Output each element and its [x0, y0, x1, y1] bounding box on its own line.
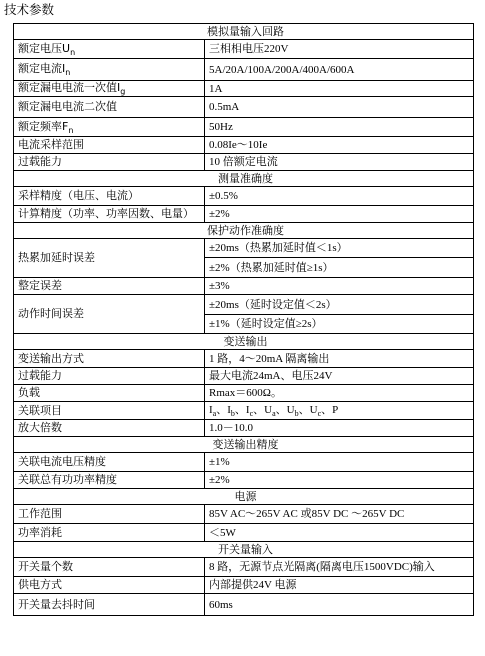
table-row [14, 295, 474, 315]
param-label: 热累加延时误差 [14, 239, 205, 278]
param-label: 负载 [14, 385, 205, 402]
section-header-row [14, 437, 474, 453]
table-row [14, 59, 474, 81]
param-value: ±2% [205, 472, 474, 489]
table-row [14, 594, 474, 616]
param-label: 功率消耗 [14, 524, 205, 542]
table-row [14, 558, 474, 577]
table-row [14, 40, 474, 59]
section-header-row [14, 171, 474, 187]
param-value: ±2%（热累加延时值≥1s） [205, 258, 474, 278]
param-value: 50Hz [205, 118, 474, 137]
param-value: ±3% [205, 278, 474, 295]
param-label: 开关量去抖时间 [14, 594, 205, 616]
param-label: 变送输出方式 [14, 350, 205, 368]
table-row [14, 278, 474, 295]
param-value: 1 路，4～20mA 隔离输出 [205, 350, 474, 368]
param-value: ±2% [205, 206, 474, 223]
param-label: 动作时间误差 [14, 295, 205, 334]
param-value: 三相相电压220V [205, 40, 474, 59]
section-title: 电源 [14, 489, 474, 505]
table-row [14, 81, 474, 97]
table-row [14, 206, 474, 223]
table-row [14, 505, 474, 524]
param-label: 开关量个数 [14, 558, 205, 577]
table-row [14, 524, 474, 542]
table-row [14, 420, 474, 437]
param-value: ＜5W [205, 524, 474, 542]
table-row [14, 118, 474, 137]
param-value: 0.5mA [205, 97, 474, 118]
param-value: ±0.5% [205, 187, 474, 206]
page-title: 技术参数 [4, 2, 55, 17]
param-label: 额定频率$F_n$ [14, 118, 205, 137]
param-value: ±20ms（热累加延时值＜1s） [205, 239, 474, 258]
param-value: 最大电流24mA、电压24V [205, 368, 474, 385]
param-label: 采样精度（电压、电流） [14, 187, 205, 206]
param-label: 电流采样范围 [14, 137, 205, 154]
section-title: 变送输出精度 [14, 437, 474, 453]
table-row [14, 402, 474, 420]
section-title: 开关量输入 [14, 542, 474, 558]
section-header-row [14, 24, 474, 40]
section-header-row [14, 542, 474, 558]
param-value: 5A/20A/100A/200A/400A/600A [205, 59, 474, 81]
table-row [14, 385, 474, 402]
spec-table [13, 23, 474, 616]
table-row [14, 472, 474, 489]
section-header-row [14, 334, 474, 350]
table-row [14, 187, 474, 206]
section-header-row [14, 489, 474, 505]
param-value: ±1%（延时设定值≥2s） [205, 315, 474, 334]
param-label: 额定漏电电流二次值 [14, 97, 205, 118]
table-row [14, 453, 474, 472]
param-value: ±20ms（延时设定值＜2s） [205, 295, 474, 315]
table-row [14, 350, 474, 368]
param-value: 8 路，无源节点光隔离(隔离电压1500VDC)输入 [205, 558, 474, 577]
section-header-row [14, 223, 474, 239]
param-label: 过载能力 [14, 154, 205, 171]
param-label: 关联电流电压精度 [14, 453, 205, 472]
section-title: 模拟量输入回路 [14, 24, 474, 40]
param-value: ±1% [205, 453, 474, 472]
param-value: 内部提供24V 电源 [205, 577, 474, 594]
section-title: 保护动作准确度 [14, 223, 474, 239]
param-value: Rmax＝600Ω。 [205, 385, 474, 402]
table-row [14, 577, 474, 594]
param-label: 计算精度（功率、功率因数、电量） [14, 206, 205, 223]
param-value: $I_a$、$I_b$、$I_c$、$U_a$、$U_b$、$U_c$、P [205, 402, 474, 420]
param-label: 关联总有功功率精度 [14, 472, 205, 489]
table-row [14, 97, 474, 118]
param-label: 过载能力 [14, 368, 205, 385]
table-row [14, 368, 474, 385]
param-label: 整定误差 [14, 278, 205, 295]
param-label: 关联项目 [14, 402, 205, 420]
param-value: 10 倍额定电流 [205, 154, 474, 171]
param-label: 额定电压$U_n$ [14, 40, 205, 59]
param-value: 0.08Ie～10Ie [205, 137, 474, 154]
param-label: 工作范围 [14, 505, 205, 524]
param-value: 60ms [205, 594, 474, 616]
table-row [14, 137, 474, 154]
param-value: 85V AC～265V AC 或85V DC ～265V DC [205, 505, 474, 524]
table-row [14, 239, 474, 258]
section-title: 变送输出 [14, 334, 474, 350]
param-label: 放大倍数 [14, 420, 205, 437]
param-label: 额定电流$I_n$ [14, 59, 205, 81]
spec-table-body [14, 24, 474, 616]
param-value: 1.0－10.0 [205, 420, 474, 437]
table-row [14, 154, 474, 171]
param-value: 1A [205, 81, 474, 97]
param-label: 供电方式 [14, 577, 205, 594]
section-title: 测量准确度 [14, 171, 474, 187]
param-label: 额定漏电电流一次值$I_g$ [14, 81, 205, 97]
